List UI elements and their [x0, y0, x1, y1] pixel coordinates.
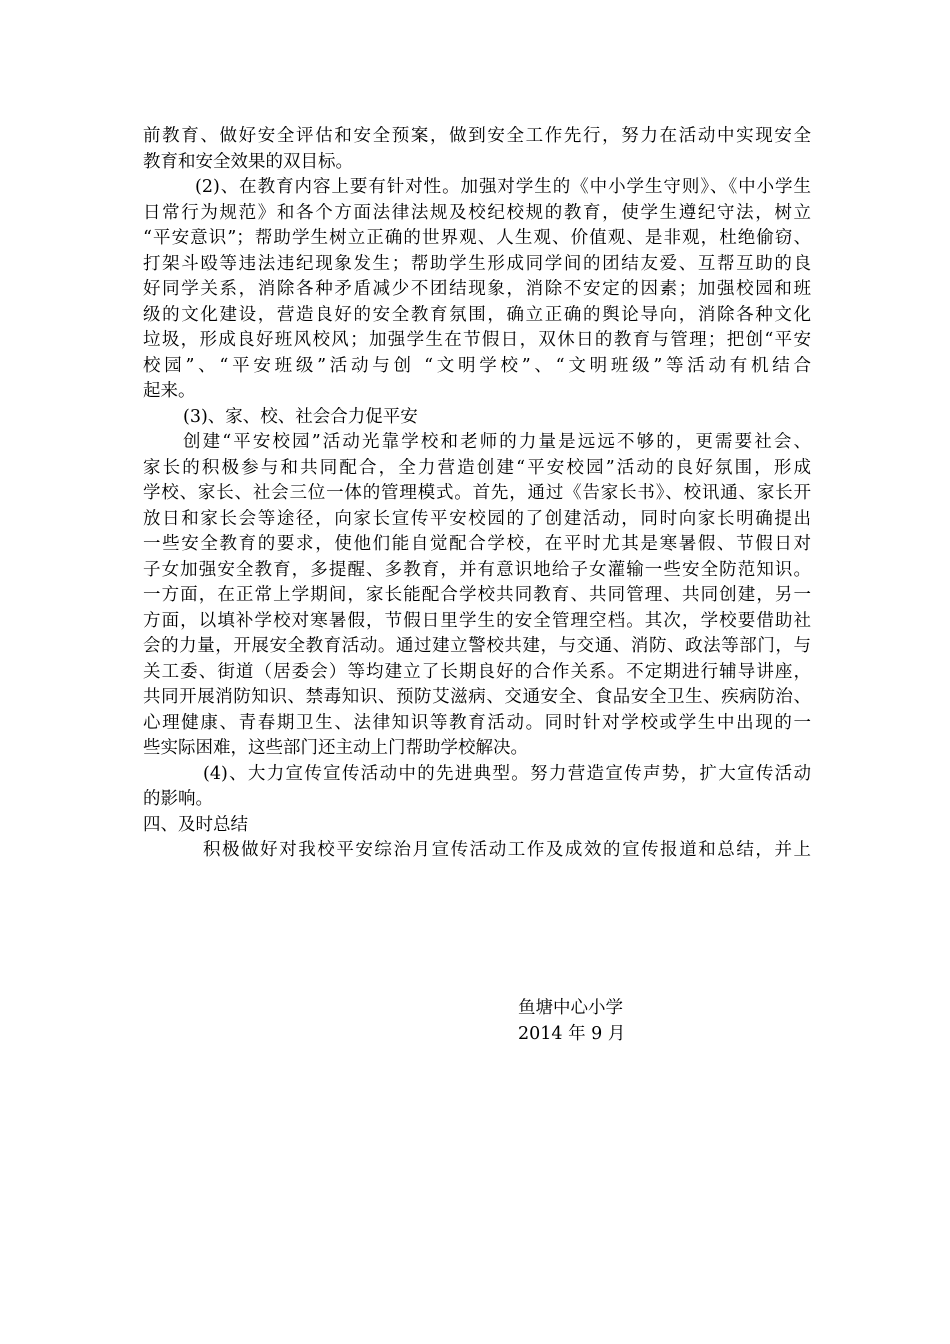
paragraph-line: 家长的积极参与和共同配合，全力营造创建“平安校园”活动的良好氛围，形成: [143, 457, 811, 478]
paragraph-line: 打架斗殴等违法违纪现象发生；帮助学生形成同学间的团结友爱、互帮互助的良: [143, 253, 811, 274]
paragraph-line: 级的文化建设，营造良好的安全教育氛围，确立正确的舆论导向，消除各种文化: [143, 304, 811, 325]
paragraph-line: 好同学关系，消除各种矛盾减少不团结现象，消除不安定的因素；加强校园和班: [143, 279, 811, 299]
document-body: [143, 124, 811, 864]
section-heading: (3)、家、校、社会合力促平安: [183, 406, 418, 427]
paragraph-line: 一方面，在正常上学期间，家长能配合学校共同教育、共同管理、共同创建，另一: [143, 585, 811, 605]
paragraph-line: 起来。: [143, 381, 196, 401]
signature-date: 2014 年 9 月: [518, 1023, 626, 1044]
paragraph-line: 的影响。: [143, 789, 213, 809]
paragraph-line: 些实际困难，这些部门还主动上门帮助学校解决。: [143, 738, 528, 758]
paragraph-line: 教育和安全效果的双目标。: [143, 151, 353, 172]
paragraph-line: 心理健康、青春期卫生、法律知识等教育活动。同时针对学校或学生中出现的一: [143, 712, 811, 733]
section-heading: 四、及时总结: [143, 814, 248, 835]
paragraph-line: 积极做好对我校平安综治月宣传活动工作及成效的宣传报道和总结，并上: [203, 840, 811, 860]
paragraph-line: “平安意识”；帮助学生树立正确的世界观、人生观、价值观、是非观，杜绝偷窃、: [143, 228, 811, 248]
paragraph-line: (4)、大力宣传宣传活动中的先进典型。努力营造宣传声势，扩大宣传活动: [203, 763, 811, 784]
paragraph-line: 会的力量，开展安全教育活动。通过建立警校共建，与交通、消防、政法等部门，与: [143, 636, 811, 656]
paragraph-line: 校园”、“平安班级”活动与创 “文明学校”、“文明班级”等活动有机结合: [143, 355, 811, 376]
signature-block: [518, 996, 718, 1047]
signature-school: 鱼塘中心小学: [518, 998, 623, 1018]
paragraph-line: 前教育、做好安全评估和安全预案，做到安全工作先行，努力在活动中实现安全: [143, 126, 811, 146]
paragraph-line: 一些安全教育的要求，使他们能自觉配合学校，在平时尤其是寒暑假、节假日对: [143, 534, 811, 554]
paragraph-line: 共同开展消防知识、禁毒知识、预防艾滋病、交通安全、食品安全卫生、疾病防治、: [143, 687, 811, 707]
paragraph-line: 创建“平安校园”活动光靠学校和老师的力量是远远不够的，更需要社会、: [183, 432, 811, 452]
paragraph-line: 学校、家长、社会三位一体的管理模式。首先，通过《告家长书》、校讯通、家长开: [143, 483, 811, 503]
paragraph-line: 关工委、街道（居委会）等均建立了长期良好的合作关系。不定期进行辅导讲座，: [143, 661, 811, 682]
paragraph-line: (2)、在教育内容上要有针对性。加强对学生的《中小学生守则》、《中小学生: [195, 177, 811, 197]
paragraph-line: 垃圾，形成良好班风校风；加强学生在节假日，双休日的教育与管理；把创“平安: [143, 330, 811, 350]
paragraph-line: 方面，以填补学校对寒暑假，节假日里学生的安全管理空档。其次，学校要借助社: [143, 610, 811, 631]
paragraph-line: 子女加强安全教育，多提醒、多教育，并有意识地给子女灌输一些安全防范知识。: [143, 559, 811, 580]
paragraph-line: 日常行为规范》和各个方面法律法规及校纪校规的教育，使学生遵纪守法，树立: [143, 202, 811, 223]
paragraph-line: 放日和家长会等途径，向家长宣传平安校园的了创建活动，同时向家长明确提出: [143, 508, 811, 529]
